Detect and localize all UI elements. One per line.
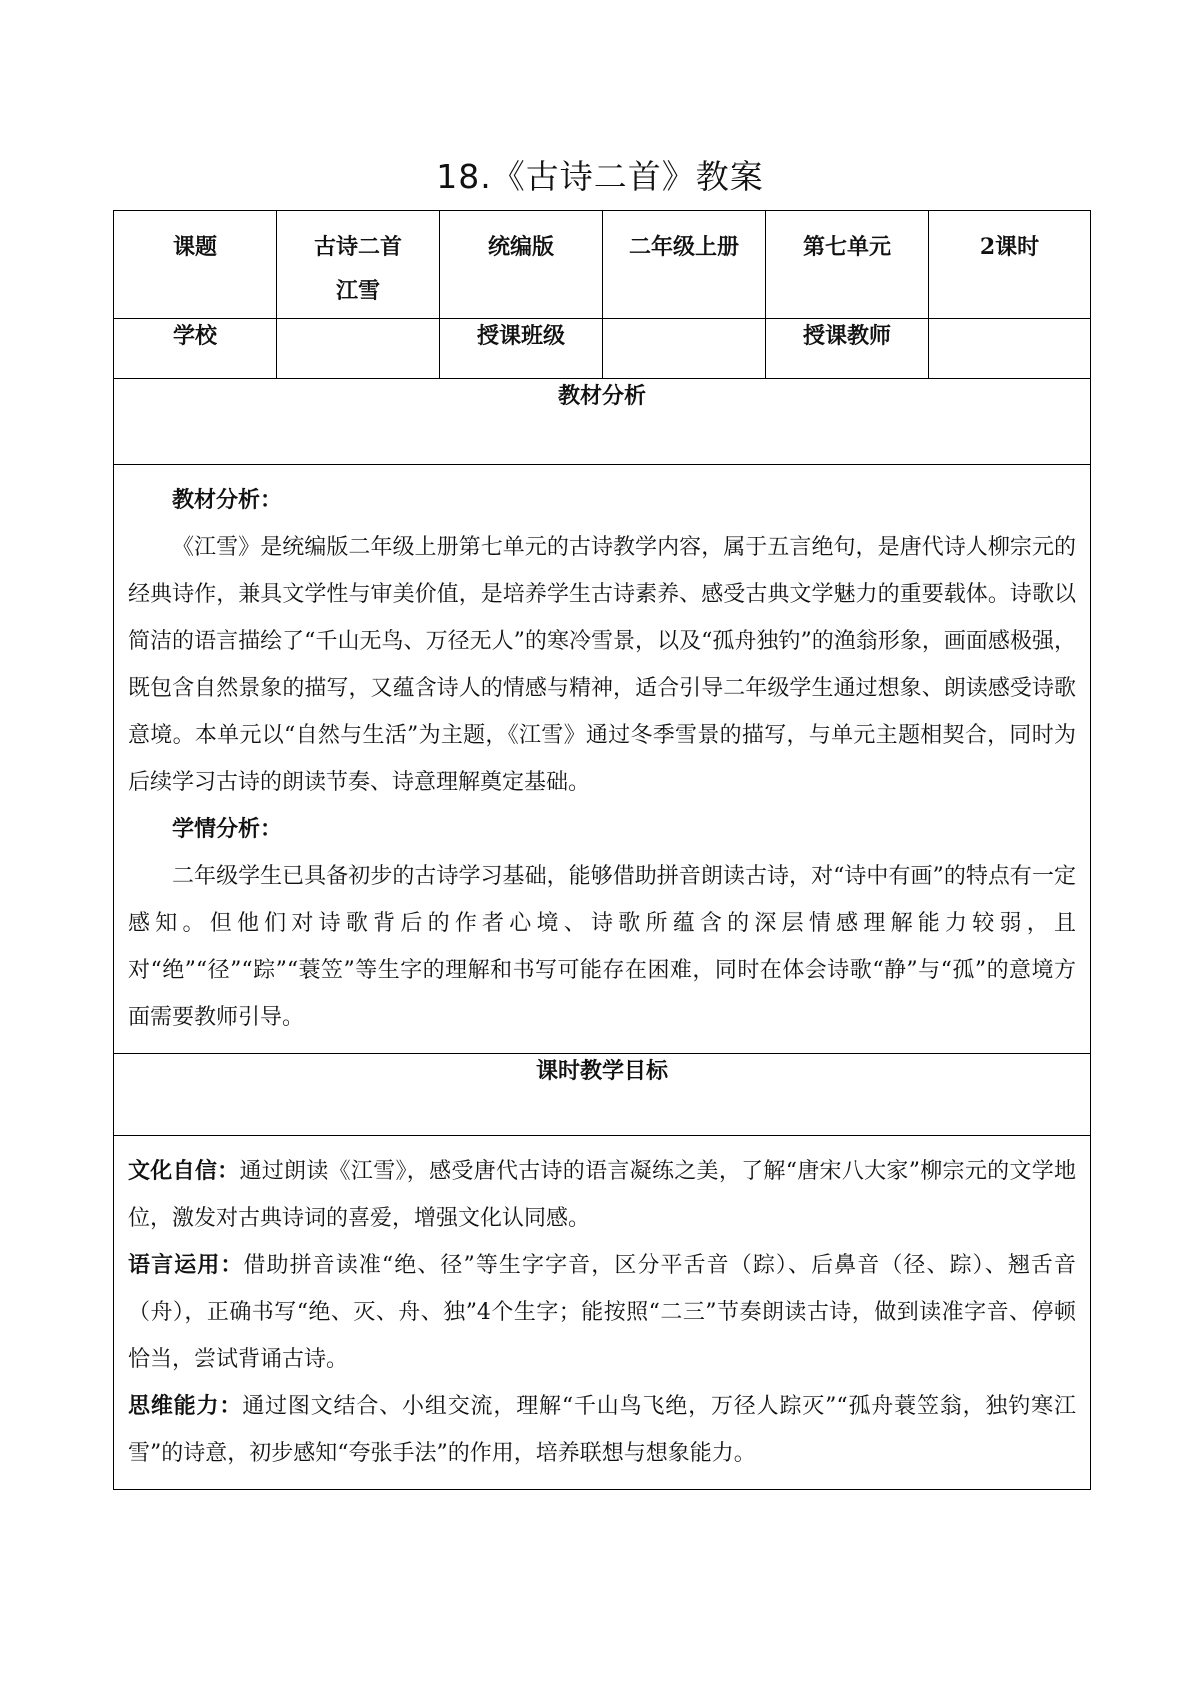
- student-analysis-text: 二年级学生已具备初步的古诗学习基础，能够借助拼音朗读古诗，对“诗中有画”的特点有一定感知。但他们对诗歌背后的作者心境、诗歌所蕴含的深层情感理解能力较弱，且对“绝”“径”“踪”“蓑笠”等生字的理解和书写可能存在困难，同时在体会诗歌“静”与“孤”的意境方面需要教师引导。: [128, 864, 1076, 1030]
- goals-cell: [114, 1136, 1091, 1490]
- unit: 第七单元: [802, 234, 891, 260]
- section-heading-material: 教材分析: [114, 379, 1091, 465]
- lesson-plan-table: [113, 210, 1091, 1490]
- goal-item: [128, 1148, 1076, 1242]
- topic-value-cell: [277, 211, 440, 319]
- info-row-topic: [114, 211, 1091, 319]
- teacher-value: [929, 319, 1091, 379]
- topic-label-cell: [114, 211, 277, 319]
- topic-line-2: 江雪: [335, 278, 380, 304]
- section-heading-row-1: [114, 379, 1091, 465]
- class-value: [603, 319, 766, 379]
- class-label: 授课班级: [440, 319, 603, 379]
- school-label: 学校: [114, 319, 277, 379]
- hours: 2课时: [979, 234, 1040, 260]
- goal-label: 语言运用：: [128, 1252, 244, 1278]
- section-heading-goals: 课时教学目标: [114, 1054, 1091, 1136]
- topic-line-1: 古诗二首: [313, 234, 402, 260]
- school-value: [277, 319, 440, 379]
- section-heading-row-2: [114, 1054, 1091, 1136]
- edition: 统编版: [487, 234, 554, 260]
- hours-cell: [929, 211, 1091, 319]
- page-title: 18.《古诗二首》教案: [436, 157, 764, 196]
- topic-label: 课题: [172, 234, 217, 260]
- student-analysis-subheading: 学情分析：: [172, 816, 283, 842]
- grade-cell: [603, 211, 766, 319]
- material-analysis-cell: [114, 465, 1091, 1054]
- teacher-label: 授课教师: [766, 319, 929, 379]
- material-analysis-subheading: 教材分析：: [172, 487, 283, 513]
- unit-cell: [766, 211, 929, 319]
- material-analysis-text: 《江雪》是统编版二年级上册第七单元的古诗教学内容，属于五言绝句，是唐代诗人柳宗元的经典诗作，兼具文学性与审美价值，是培养学生古诗素养、感受古典文学魅力的重要载体。诗歌以简洁的语言描绘了“千山无鸟、万径无人”的寒冷雪景，以及“孤舟独钓”的渔翁形象，画面感极强，既包含自然景象的描写，又蕴含诗人的情感与精神，适合引导二年级学生通过想象、朗读感受诗歌意境。本单元以“自然与生活”为主题，《江雪》通过冬季雪景的描写，与单元主题相契合，同时为后续学习古诗的朗读节奏、诗意理解奠定基础。: [128, 535, 1076, 795]
- goal-label: 文化自信：: [128, 1158, 240, 1184]
- topic-value: [277, 211, 439, 313]
- edition-cell: [440, 211, 603, 319]
- info-row-school: [114, 319, 1091, 379]
- goal-item: [128, 1242, 1076, 1383]
- goal-text: 通过图文结合、小组交流，理解“千山鸟飞绝，万径人踪灭”“孤舟蓑笠翁，独钓寒江雪”的诗意，初步感知“夸张手法”的作用，培养联想与想象能力。: [128, 1394, 1076, 1466]
- grade: 二年级上册: [628, 234, 739, 260]
- goal-text: 通过朗读《江雪》，感受唐代古诗的语言凝练之美，了解“唐宋八大家”柳宗元的文学地位，激发对古典诗词的喜爱，增强文化认同感。: [128, 1159, 1076, 1231]
- goal-item: [128, 1383, 1076, 1477]
- section-body-row-2: [114, 1136, 1091, 1490]
- goal-text: 借助拼音读准“绝、径”等生字字音，区分平舌音（踪）、后鼻音（径、踪）、翘舌音（舟），正确书写“绝、灭、舟、独”4个生字；能按照“二三”节奏朗读古诗，做到读准字音、停顿恰当，尝试背诵古诗。: [128, 1253, 1076, 1372]
- section-body-row-1: [114, 465, 1091, 1054]
- goal-label: 思维能力：: [128, 1393, 243, 1419]
